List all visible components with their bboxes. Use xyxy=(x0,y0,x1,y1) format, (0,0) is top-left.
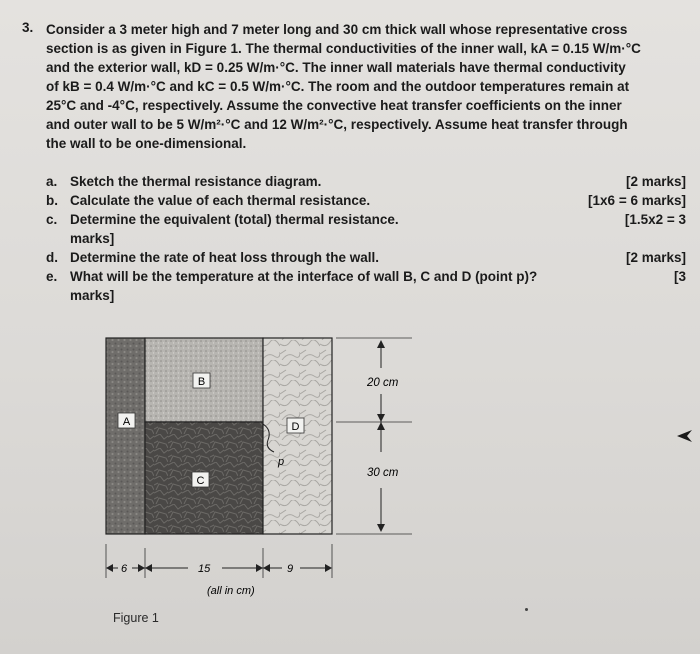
layer-a xyxy=(106,338,145,534)
label-c: C xyxy=(196,475,205,487)
question-number: 3. xyxy=(22,20,34,35)
dim-label-20cm: 20 cm xyxy=(367,377,399,389)
dim-label-15: 15 xyxy=(198,563,211,575)
part-text: What will be the temperature at the interface of wall B, C and D (point p)? xyxy=(70,269,538,284)
question-line: of kB = 0.4 W/m·°C and kC = 0.5 W/m·°C. The room and the outdoor temperatures remain at xyxy=(46,79,630,94)
speck xyxy=(525,608,528,611)
layer-d xyxy=(263,338,332,534)
part-text: Calculate the value of each thermal resistance. xyxy=(70,193,371,208)
part-text: Determine the equivalent (total) thermal resistance. xyxy=(70,212,399,227)
dim-label-6: 6 xyxy=(121,563,128,575)
part-letter: a. xyxy=(46,174,58,189)
question-line: the wall to be one-dimensional. xyxy=(46,136,247,151)
part-text: Sketch the thermal resistance diagram. xyxy=(70,174,322,189)
part-letter: e. xyxy=(46,269,58,284)
part-marks: [2 marks] xyxy=(625,174,686,189)
part-marks: [2 marks] xyxy=(625,250,686,265)
label-b: B xyxy=(197,376,206,388)
question-line: 25°C and -4°C, respectively. Assume the convective heat transfer coefficients on the inner xyxy=(46,98,622,113)
dim-label-30cm: 30 cm xyxy=(367,467,399,479)
part-text: marks] xyxy=(70,231,115,246)
label-d: D xyxy=(291,421,300,433)
dim-label-9: 9 xyxy=(287,563,294,575)
question-line: Consider a 3 meter high and 7 meter long and 30 cm thick wall whose representative cross xyxy=(46,22,628,37)
part-letter: b. xyxy=(46,193,58,208)
part-marks: [3 xyxy=(673,269,686,284)
part-letter: d. xyxy=(46,250,58,265)
part-text: marks] xyxy=(70,288,115,303)
part-text: Determine the rate of heat loss through the wall. xyxy=(70,250,380,265)
part-marks: [1x6 = 6 marks] xyxy=(588,193,686,208)
label-a: A xyxy=(122,416,131,428)
question-line: section is as given in Figure 1. The thermal conductivities of the inner wall, kA = 0.15 W/m·°C xyxy=(46,41,641,56)
figure-caption: Figure 1 xyxy=(113,611,159,625)
units-note: (all in cm) xyxy=(207,585,255,597)
question-line: and outer wall to be 5 W/m²·°C and 12 W/m²·°C, respectively. Assume heat transfer through xyxy=(46,117,628,132)
question-line: and the exterior wall, kD = 0.25 W/m·°C. The inner wall materials have thermal conductivity xyxy=(46,60,626,75)
part-marks: [1.5x2 = 3 xyxy=(624,212,686,227)
mouse-pointer-icon xyxy=(676,428,694,444)
label-p: p xyxy=(278,456,285,468)
part-letter: c. xyxy=(46,212,58,227)
